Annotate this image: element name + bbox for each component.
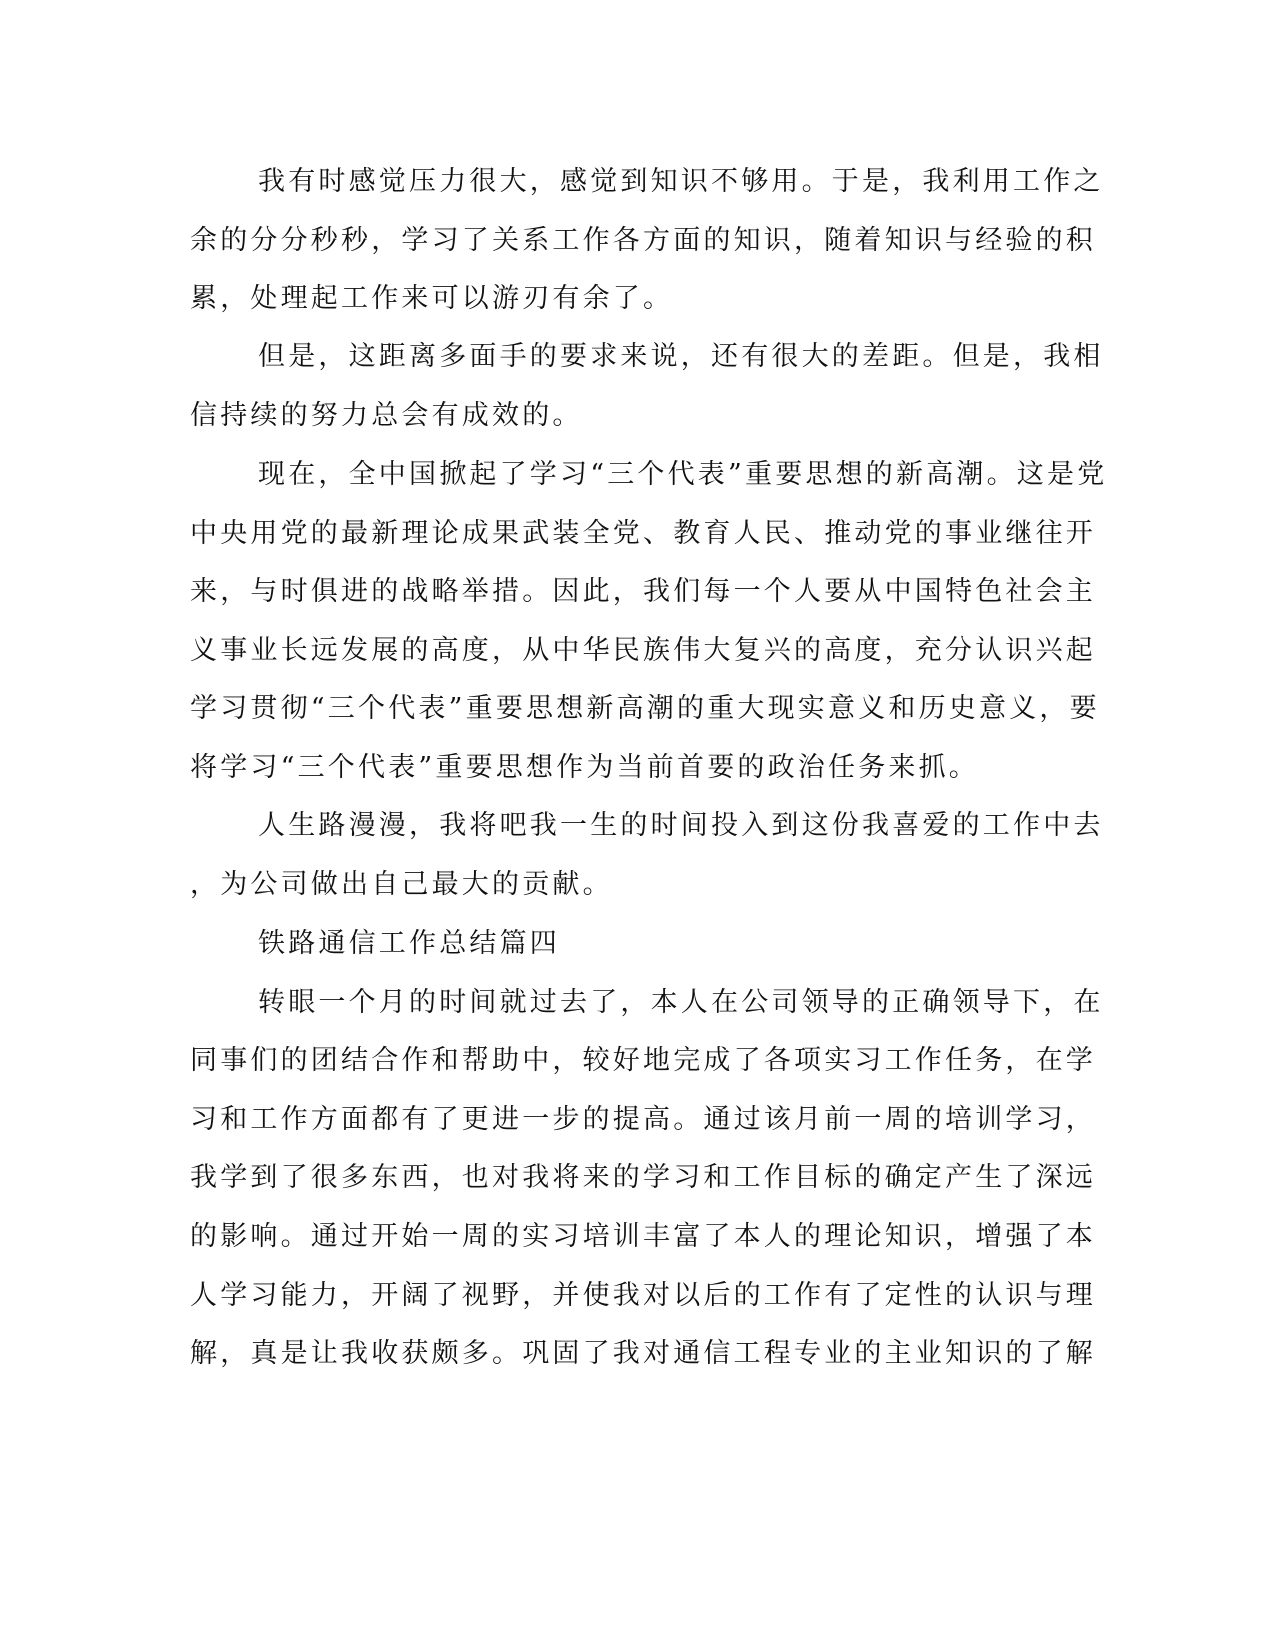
paragraph-2-line-2: 信持续的努力总会有成效的。 [190,400,583,431]
paragraph-3-line-3: 来，与时俱进的战略举措。因此，我们每一个人要从中国特色社会主 [190,576,1096,607]
paragraph-5-line-2: 同事们的团结合作和帮助中，较好地完成了各项实习工作任务，在学 [190,1045,1096,1076]
paragraph-1-line-1: 我有时感觉压力很大，感觉到知识不够用。于是，我利用工作之 [258,166,1104,197]
paragraph-3-line-5: 学习贯彻“三个代表”重要思想新高潮的重大现实意义和历史意义，要 [190,693,1100,724]
paragraph-3-line-1: 现在，全中国掀起了学习“三个代表”重要思想的新高潮。这是党 [258,459,1108,490]
paragraph-3-line-2: 中央用党的最新理论成果武装全党、教育人民、推动党的事业继往开 [190,518,1096,549]
paragraph-3-line-6: 将学习“三个代表”重要思想作为当前首要的政治任务来抓。 [190,752,980,783]
paragraph-2-line-1: 但是，这距离多面手的要求来说，还有很大的差距。但是，我相 [258,341,1104,372]
paragraph-4-line-2: ，为公司做出自己最大的贡献。 [190,869,613,900]
paragraph-5-line-4: 我学到了很多东西，也对我将来的学习和工作目标的确定产生了深远 [190,1162,1096,1193]
paragraph-5-line-5: 的影响。通过开始一周的实习培训丰富了本人的理论知识，增强了本 [190,1221,1096,1252]
paragraph-1-line-3: 累，处理起工作来可以游刃有余了。 [190,283,674,314]
paragraph-5-line-3: 习和工作方面都有了更进一步的提高。通过该月前一周的培训学习， [190,1104,1096,1135]
paragraph-3-line-4: 义事业长远发展的高度，从中华民族伟大复兴的高度，充分认识兴起 [190,635,1096,666]
paragraph-5-line-1: 转眼一个月的时间就过去了，本人在公司领导的正确领导下，在 [258,987,1104,1018]
paragraph-4-line-1: 人生路漫漫，我将吧我一生的时间投入到这份我喜爱的工作中去 [258,810,1104,841]
paragraph-5-line-7: 解，真是让我收获颇多。巩固了我对通信工程专业的主业知识的了解 [190,1338,1096,1369]
section-heading: 铁路通信工作总结篇四 [258,928,560,959]
paragraph-5-line-6: 人学习能力，开阔了视野，并使我对以后的工作有了定性的认识与理 [190,1280,1096,1311]
paragraph-1-line-2: 余的分分秒秒，学习了关系工作各方面的知识，随着知识与经验的积 [190,225,1096,256]
